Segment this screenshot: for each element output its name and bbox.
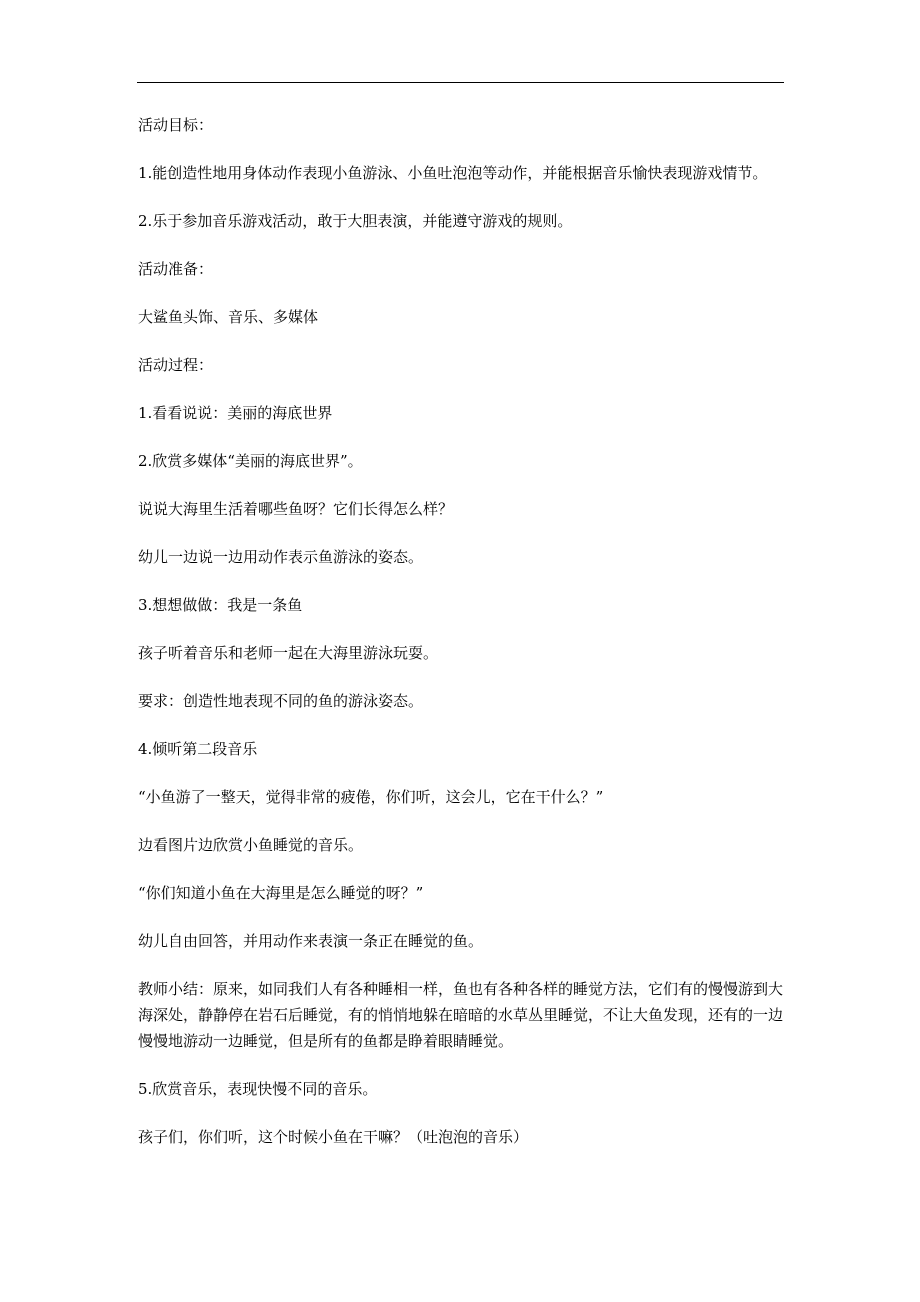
header-rule bbox=[137, 82, 784, 83]
step-4-paragraph: 4.倾听第二段音乐 bbox=[138, 740, 258, 758]
question-paragraph: 说说大海里生活着哪些鱼呀？它们长得怎么样？ bbox=[138, 500, 454, 518]
step-1-paragraph: 1.看看说说：美丽的海底世界 bbox=[138, 404, 333, 422]
quote-tired-fish-paragraph: “小鱼游了一整天，觉得非常的疲倦，你们听，这会儿，它在干什么？” bbox=[138, 788, 604, 806]
step-3-paragraph: 3.想想做做：我是一条鱼 bbox=[138, 596, 303, 614]
heading-activity-preparation: 活动准备： bbox=[138, 260, 214, 278]
children-action-paragraph: 幼儿一边说一边用动作表示鱼游泳的姿态。 bbox=[138, 548, 424, 566]
quote-sleep-question-paragraph: “你们知道小鱼在大海里是怎么睡觉的呀？” bbox=[138, 884, 424, 902]
preparation-paragraph: 大鲨鱼头饰、音乐、多媒体 bbox=[138, 308, 319, 326]
music-play-paragraph: 孩子听着音乐和老师一起在大海里游泳玩耍。 bbox=[138, 644, 439, 662]
step-2-paragraph: 2.欣赏多媒体“美丽的海底世界”。 bbox=[138, 452, 363, 470]
children-answer-paragraph: 幼儿自由回答，并用动作来表演一条正在睡觉的鱼。 bbox=[138, 932, 484, 950]
goal-1-paragraph: 1.能创造性地用身体动作表现小鱼游泳、小鱼吐泡泡等动作，并能根据音乐愉快表现游戏情节。 bbox=[138, 164, 768, 182]
heading-activity-process: 活动过程： bbox=[138, 356, 214, 374]
step-5-paragraph: 5.欣赏音乐，表现快慢不同的音乐。 bbox=[138, 1080, 378, 1098]
bubble-music-paragraph: 孩子们，你们听，这个时候小鱼在干嘛？（吐泡泡的音乐） bbox=[138, 1128, 529, 1146]
sleep-music-paragraph: 边看图片边欣赏小鱼睡觉的音乐。 bbox=[138, 836, 364, 854]
requirement-paragraph: 要求：创造性地表现不同的鱼的游泳姿态。 bbox=[138, 692, 424, 710]
goal-2-paragraph: 2.乐于参加音乐游戏活动，敢于大胆表演，并能遵守游戏的规则。 bbox=[138, 212, 573, 230]
teacher-summary-paragraph: 教师小结：原来，如同我们人有各种睡相一样，鱼也有各种各样的睡觉方法，它们有的慢慢游到大海深处，静静停在岩石后睡觉，有的悄悄地躲在暗暗的水草丛里睡觉，不让大鱼发现，还有的一边慢慢地游动一边睡觉，但是所有的鱼都是睁着眼睛睡觉。 bbox=[138, 980, 784, 1050]
document-body bbox=[138, 112, 784, 1172]
heading-activity-goals: 活动目标： bbox=[138, 116, 214, 134]
